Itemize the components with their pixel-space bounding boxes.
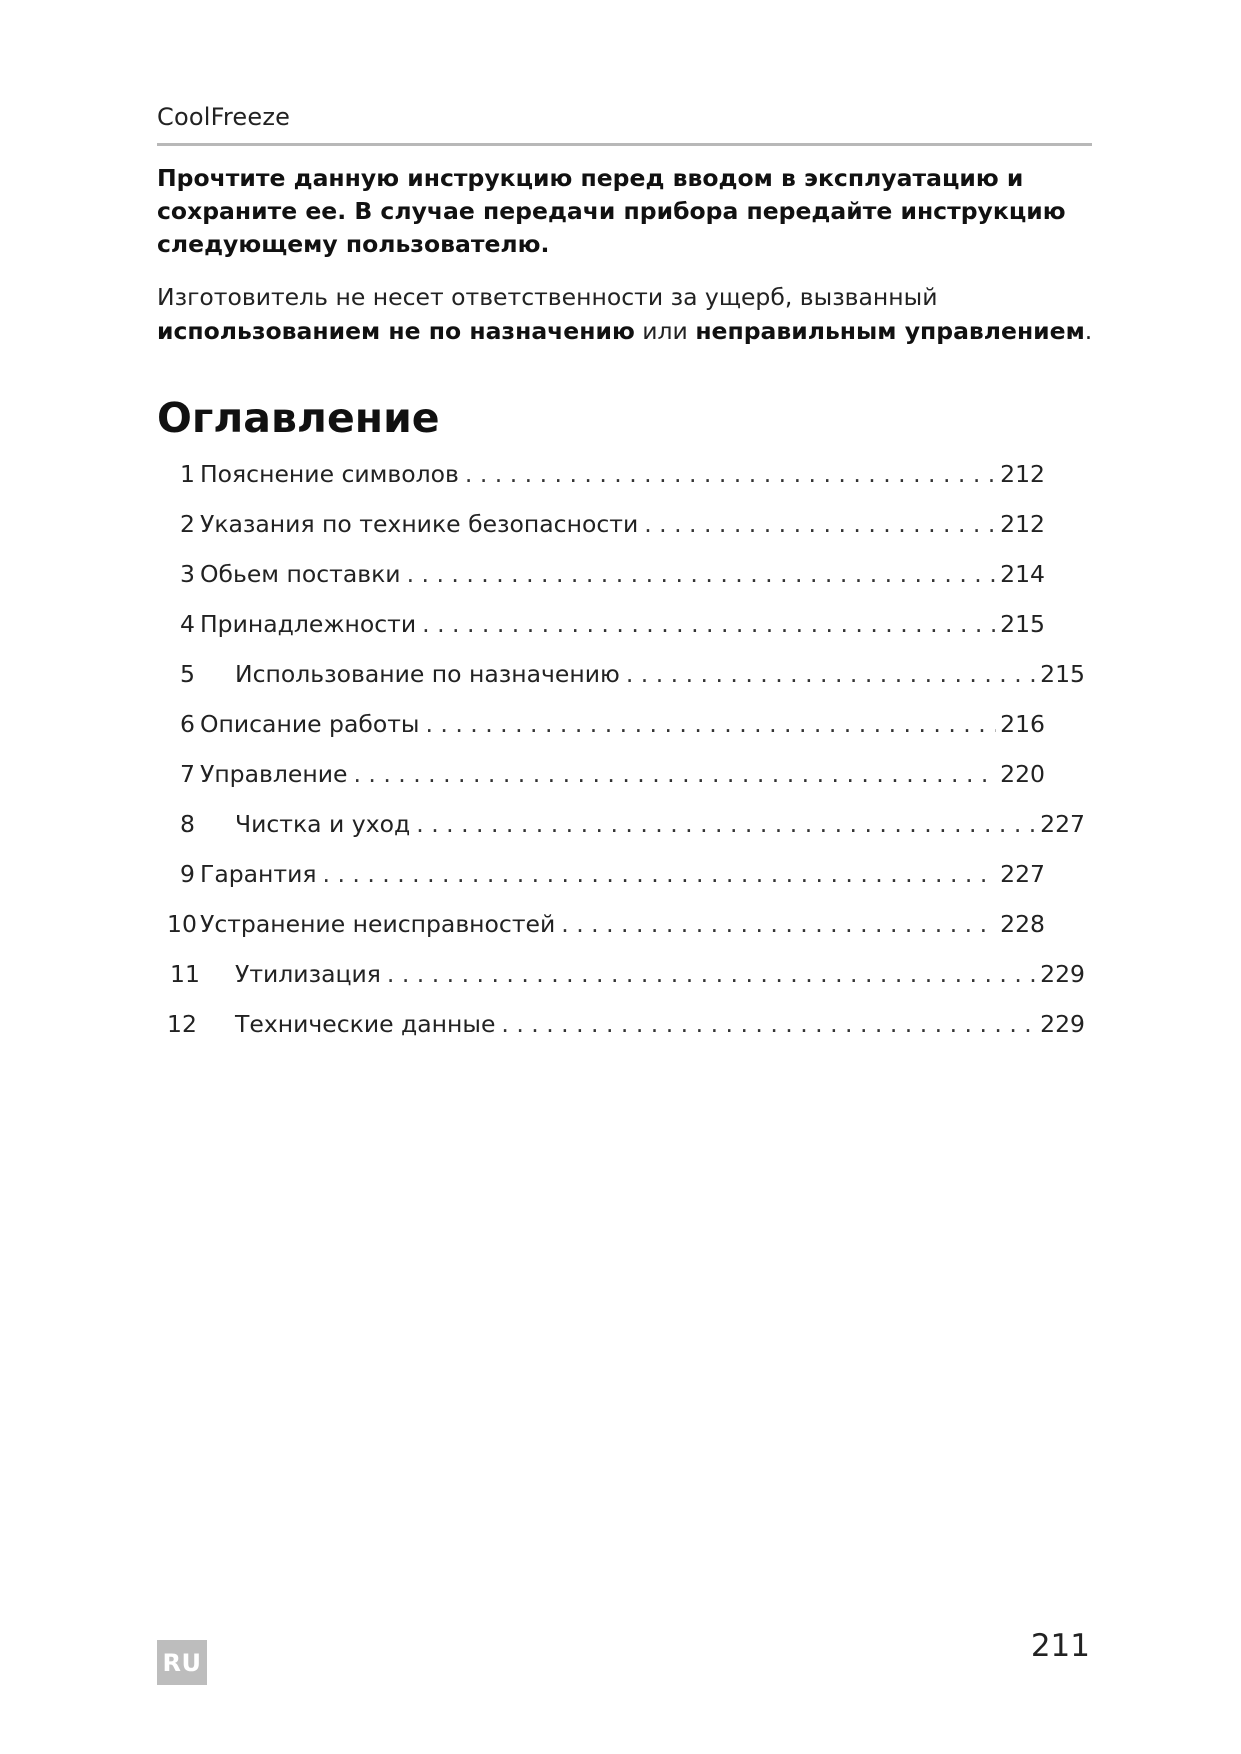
toc-entry-page: 220: [1000, 760, 1045, 788]
toc-entry-title: Использование по назначению: [235, 660, 620, 688]
toc-entry-number: 8: [180, 810, 195, 838]
disclaimer-text-1: Изготовитель не несет ответственности за ущерб, вызванный: [157, 283, 938, 311]
disclaimer-text-2: или: [634, 317, 696, 345]
toc-entry-title: Обьем поставки: [200, 560, 401, 588]
toc-entry-2[interactable]: [180, 509, 1045, 539]
toc-entry-leader: [407, 559, 997, 589]
toc-entry-3[interactable]: [180, 559, 1045, 589]
toc-entry-title: Пояснение символов: [200, 460, 459, 488]
toc-entry-number: 3: [180, 560, 195, 588]
toc-entry-page: 215: [1000, 610, 1045, 638]
toc-entry-leader: [501, 1009, 1036, 1039]
toc-entry-page: 228: [1000, 910, 1045, 938]
toc-entry-11[interactable]: [170, 959, 1085, 989]
toc-entry-page: 229: [1040, 960, 1085, 988]
toc-entry-page: 212: [1000, 460, 1045, 488]
toc-entry-title: Принадлежности: [200, 610, 417, 638]
toc-entry-page: 215: [1040, 660, 1085, 688]
toc-entry-page: 227: [1040, 810, 1085, 838]
toc-entry-title: Гарантия: [200, 860, 317, 888]
toc-entry-page: 227: [1000, 860, 1045, 888]
toc-entry-1[interactable]: [180, 459, 1045, 489]
toc-entry-leader: [416, 809, 1036, 839]
toc-entry-title: Технические данные: [235, 1010, 496, 1038]
toc-entry-number: 7: [180, 760, 195, 788]
toc-entry-9[interactable]: [180, 859, 1045, 889]
warning-notice: Прочтите данную инструкцию перед вводом в эксплуатацию и сохраните ее. В случае передачи прибора передайте инструкцию следующему пользователю.: [157, 164, 1066, 258]
document-title: CoolFreeze: [157, 103, 291, 131]
page-header: [157, 101, 1092, 146]
toc-entry-number: 11: [170, 960, 200, 988]
toc-entry-number: 1: [180, 460, 195, 488]
toc-heading: Оглавление: [157, 394, 440, 442]
toc-entry-page: 216: [1000, 710, 1045, 738]
disclaimer-text-3: .: [1084, 317, 1093, 345]
toc-entry-title: Утилизация: [235, 960, 381, 988]
toc-entry-leader: [387, 959, 1036, 989]
disclaimer-bold-1: использованием не по назначению: [157, 317, 635, 345]
toc-entry-12[interactable]: [167, 1009, 1085, 1039]
toc-entry-page: 229: [1040, 1010, 1085, 1038]
toc-entry-title: Описание работы: [200, 710, 420, 738]
toc-entry-number: 10: [167, 910, 197, 938]
toc-entry-leader: [626, 659, 1036, 689]
page-number: 211: [1030, 1628, 1090, 1664]
toc-entry-number: 6: [180, 710, 195, 738]
toc-entry-leader: [323, 859, 997, 889]
toc-entry-leader: [561, 909, 996, 939]
toc-entry-title: Устранение неисправностей: [200, 910, 556, 938]
toc-entry-leader: [644, 509, 996, 539]
disclaimer-notice: [157, 280, 1097, 348]
toc-entry-leader: [425, 709, 996, 739]
toc-entry-number: 4: [180, 610, 195, 638]
toc-entry-4[interactable]: [180, 609, 1045, 639]
toc-entry-7[interactable]: [180, 759, 1045, 789]
toc-entry-5[interactable]: [180, 659, 1085, 689]
toc-entry-10[interactable]: [167, 909, 1045, 939]
disclaimer-bold-2: неправильным управлением: [695, 317, 1085, 345]
toc-entry-number: 2: [180, 510, 195, 538]
language-badge: RU: [157, 1640, 207, 1685]
toc-entry-leader: [465, 459, 996, 489]
toc-entry-6[interactable]: [180, 709, 1045, 739]
toc-entry-title: Управление: [200, 760, 348, 788]
toc-entry-page: 214: [1000, 560, 1045, 588]
toc-entry-number: 5: [180, 660, 195, 688]
toc-entry-title: Чистка и уход: [235, 810, 411, 838]
toc-entry-leader: [422, 609, 996, 639]
toc-entry-leader: [353, 759, 996, 789]
toc-entry-number: 9: [180, 860, 195, 888]
toc-entry-page: 212: [1000, 510, 1045, 538]
toc-entry-title: Указания по технике безопасности: [200, 510, 639, 538]
toc-entry-number: 12: [167, 1010, 197, 1038]
toc-entry-8[interactable]: [180, 809, 1085, 839]
